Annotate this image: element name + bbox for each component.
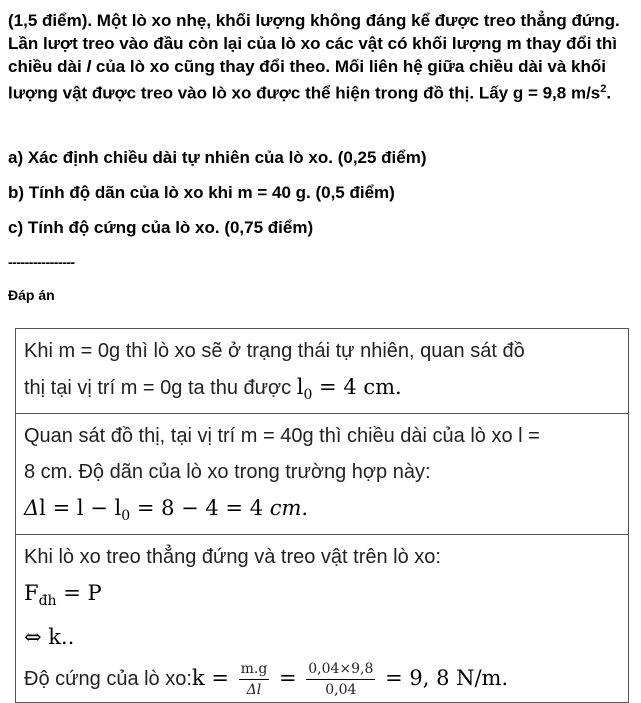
question-part-a: a) Xác định chiều dài tự nhiên của lò xo. (0,25 điểm) bbox=[8, 148, 427, 167]
separator-line: ---------------- bbox=[8, 254, 75, 270]
answer-a-line1: Khi m = 0g thì lò xo sẽ ở trạng thái tự nhiên, quan sát đồ bbox=[24, 340, 525, 362]
question-intro: (1,5 điểm). Một lò xo nhẹ, khối lượng không đáng kể được treo thẳng đứng. Lần lượt treo vào đầu còn lại của lò xo các vật có khối lượng m thay đổi thì chiều dài l của lò xo cũng thay đổi theo. Mối liên hệ giữa chiều dài và khối lượng vật được treo vào lò xo được thể hiện trong đồ thị. Lấy g = 9,8 $m/s^2$. bbox=[8, 11, 620, 103]
answer-c-line4: Độ cứng của lò xo:k = $\frac{m.g}{\Delta l}$ = $\frac{0,04\times 9,8}{0,04}$ = 9, 8 N/m. bbox=[24, 661, 509, 699]
fraction-numeric: $\frac{0,04\times 9,8}{0,04}$ bbox=[308, 661, 374, 699]
answer-a-formula: $l_0 = 4$ cm. bbox=[296, 375, 402, 403]
answer-a-line2: thị tại vị trí m = 0g ta thu được $l_0 = 4$ cm. bbox=[24, 375, 402, 403]
answer-c-line1: Khi lò xo treo thẳng đứng và treo vật trên lò xo: bbox=[24, 546, 441, 568]
answer-row-c bbox=[16, 535, 629, 703]
answer-c-formula1: $F_{đh} = P$ bbox=[24, 581, 102, 609]
answer-row-b bbox=[16, 414, 629, 535]
question-part-c: c) Tính độ cứng của lò xo. (0,75 điểm) bbox=[8, 218, 314, 237]
answer-b-line1: Quan sát đồ thị, tại vị trí m = 40g thì chiều dài của lò xo l = bbox=[24, 425, 540, 447]
fraction-mg-over-dl: $\frac{m.g}{\Delta l}$ bbox=[240, 661, 268, 699]
answer-cell-b bbox=[16, 414, 629, 535]
answer-b-line2: 8 cm. Độ dãn của lò xo trong trường hợp này: bbox=[24, 461, 431, 483]
answer-row-a bbox=[16, 329, 629, 414]
question-part-b: b) Tính độ dãn của lò xo khi m = 40 g. (0,5 điểm) bbox=[8, 183, 395, 202]
answer-c-formula2: ⇔ k.. bbox=[24, 625, 75, 649]
answer-cell-c bbox=[16, 535, 629, 703]
answer-b-formula: $\Delta l = l - l_0 = 8 - 4 = 4$ cm. bbox=[24, 496, 309, 524]
answer-table bbox=[15, 328, 629, 703]
answer-label: Đáp án bbox=[8, 287, 55, 303]
answer-cell-a bbox=[16, 329, 629, 414]
